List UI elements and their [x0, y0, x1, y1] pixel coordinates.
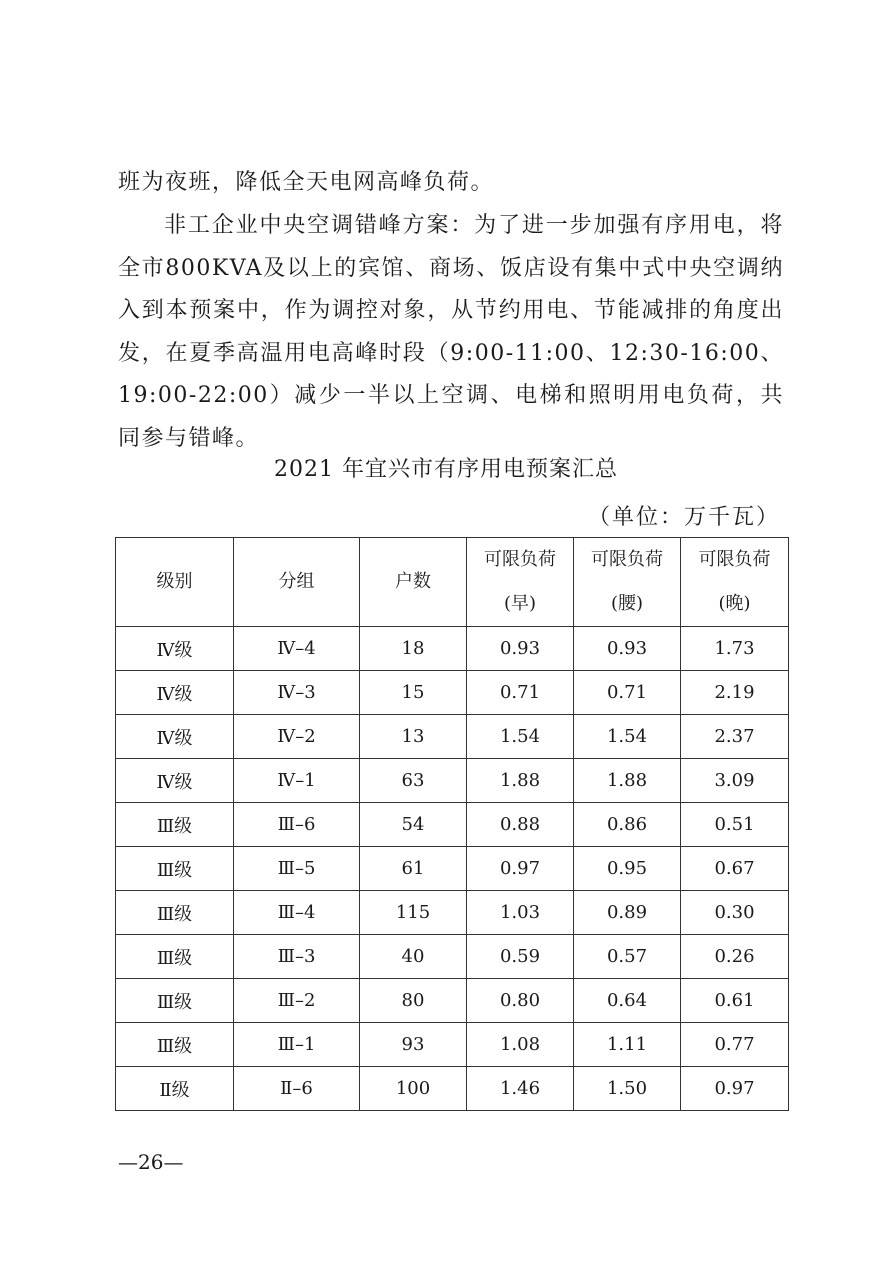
table-row [116, 1023, 789, 1067]
cell-load-evening: 2.37 [681, 715, 789, 759]
cell-load-midday: 0.57 [574, 935, 681, 979]
header-level [116, 538, 234, 627]
cell-load-midday: 0.89 [574, 891, 681, 935]
cell-level: Ⅳ级 [116, 671, 234, 715]
table-row [116, 759, 789, 803]
cell-count: 40 [360, 935, 467, 979]
table-row [116, 715, 789, 759]
cell-load-morning: 1.54 [467, 715, 574, 759]
cell-level: Ⅲ级 [116, 803, 234, 847]
cell-level: Ⅲ级 [116, 1023, 234, 1067]
cell-level: Ⅳ级 [116, 759, 234, 803]
header-load-evening [681, 538, 789, 627]
cell-load-evening: 0.30 [681, 891, 789, 935]
cell-level: Ⅲ级 [116, 891, 234, 935]
cell-load-evening: 1.73 [681, 627, 789, 671]
table-row [116, 979, 789, 1023]
cell-load-midday: 0.71 [574, 671, 681, 715]
cell-count: 80 [360, 979, 467, 1023]
cell-level: Ⅳ级 [116, 627, 234, 671]
cell-group: Ⅳ–1 [234, 759, 360, 803]
cell-load-evening: 3.09 [681, 759, 789, 803]
header-text: (腰) [610, 593, 644, 614]
header-text: 级别 [156, 571, 193, 592]
cell-load-morning: 1.08 [467, 1023, 574, 1067]
cell-group: Ⅲ–4 [234, 891, 360, 935]
cell-group: Ⅲ–3 [234, 935, 360, 979]
cell-level: Ⅲ级 [116, 847, 234, 891]
cell-count: 115 [360, 891, 467, 935]
cell-count: 93 [360, 1023, 467, 1067]
table-row [116, 891, 789, 935]
orderly-power-table [115, 537, 789, 1111]
cell-load-midday: 0.64 [574, 979, 681, 1023]
paragraph-continued: 班为夜班，降低全天电网高峰负荷。 [118, 170, 495, 195]
cell-load-evening: 0.77 [681, 1023, 789, 1067]
header-text: 分组 [278, 571, 315, 592]
cell-load-morning: 0.80 [467, 979, 574, 1023]
header-load-midday [574, 538, 681, 627]
cell-group: Ⅱ–6 [234, 1067, 360, 1111]
cell-group: Ⅳ–2 [234, 715, 360, 759]
header-text: 可限负荷 [591, 549, 663, 570]
cell-load-midday: 0.86 [574, 803, 681, 847]
cell-load-evening: 0.51 [681, 803, 789, 847]
cell-load-evening: 2.19 [681, 671, 789, 715]
cell-group: Ⅳ–3 [234, 671, 360, 715]
table-row [116, 847, 789, 891]
cell-load-morning: 0.71 [467, 671, 574, 715]
header-count [360, 538, 467, 627]
cell-group: Ⅲ–2 [234, 979, 360, 1023]
unit-label: （单位：万千瓦） [587, 505, 780, 530]
table-header-row [116, 538, 789, 627]
cell-count: 13 [360, 715, 467, 759]
cell-load-morning: 1.88 [467, 759, 574, 803]
paragraph-hvac-plan: 非工企业中央空调错峰方案：为了进一步加强有序用电，将全市800KVA及以上的宾馆、商场、饭店设有集中式中央空调纳入到本预案中，作为调控对象，从节约用电、节能减排的角度出发，在夏季高温用电高峰时段（9:00-11:00、12:30-16:00、19:00-22:00）减少一半以上空调、电梯和照明用电负荷，共同参与错峰。 [118, 213, 784, 451]
cell-count: 61 [360, 847, 467, 891]
cell-group: Ⅳ–4 [234, 627, 360, 671]
cell-load-midday: 0.95 [574, 847, 681, 891]
table-row [116, 1067, 789, 1111]
cell-load-midday: 1.11 [574, 1023, 681, 1067]
cell-load-midday: 1.88 [574, 759, 681, 803]
cell-load-morning: 0.59 [467, 935, 574, 979]
cell-group: Ⅲ–1 [234, 1023, 360, 1067]
cell-count: 18 [360, 627, 467, 671]
cell-level: Ⅳ级 [116, 715, 234, 759]
cell-count: 100 [360, 1067, 467, 1111]
cell-load-morning: 0.88 [467, 803, 574, 847]
cell-load-midday: 1.50 [574, 1067, 681, 1111]
cell-load-morning: 0.97 [467, 847, 574, 891]
table-row [116, 627, 789, 671]
header-group [234, 538, 360, 627]
cell-load-midday: 1.54 [574, 715, 681, 759]
header-text: (早) [503, 593, 537, 614]
table-row [116, 803, 789, 847]
table-row [116, 935, 789, 979]
cell-load-morning: 1.46 [467, 1067, 574, 1111]
cell-count: 54 [360, 803, 467, 847]
cell-count: 15 [360, 671, 467, 715]
cell-group: Ⅲ–5 [234, 847, 360, 891]
header-text: 可限负荷 [698, 549, 771, 570]
cell-load-morning: 1.03 [467, 891, 574, 935]
header-text: (晚) [718, 593, 751, 614]
header-text: 可限负荷 [484, 549, 556, 570]
cell-level: Ⅱ级 [116, 1067, 234, 1111]
cell-level: Ⅲ级 [116, 979, 234, 1023]
cell-group: Ⅲ–6 [234, 803, 360, 847]
cell-load-evening: 0.67 [681, 847, 789, 891]
cell-load-evening: 0.26 [681, 935, 789, 979]
cell-level: Ⅲ级 [116, 935, 234, 979]
table-row [116, 671, 789, 715]
cell-count: 63 [360, 759, 467, 803]
table-body [116, 627, 789, 1111]
cell-load-evening: 0.61 [681, 979, 789, 1023]
header-load-morning [467, 538, 574, 627]
cell-load-evening: 0.97 [681, 1067, 789, 1111]
cell-load-midday: 0.93 [574, 627, 681, 671]
header-text: 户数 [395, 571, 431, 592]
page-number: —26— [118, 1150, 184, 1174]
table-title: 2021 年宜兴市有序用电预案汇总 [274, 457, 618, 482]
cell-load-morning: 0.93 [467, 627, 574, 671]
